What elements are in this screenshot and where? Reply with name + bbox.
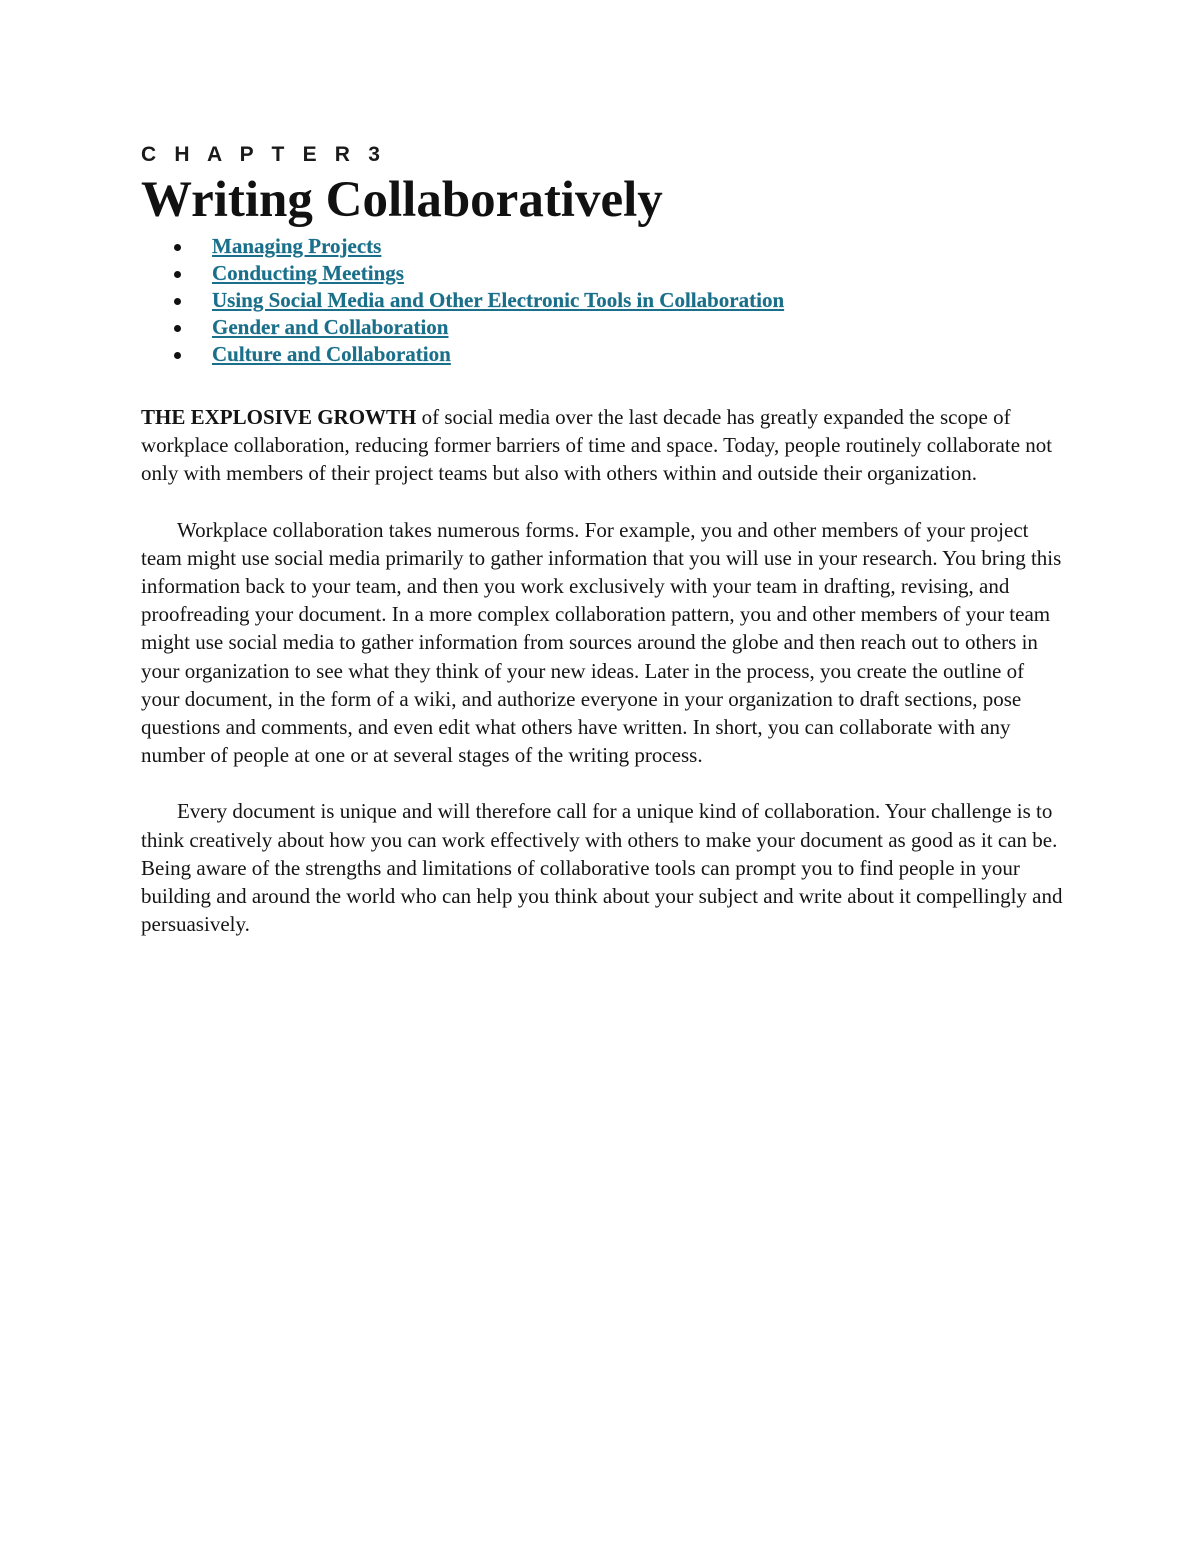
toc-item-culture-collaboration [141, 341, 1066, 368]
toc-link-social-media-tools[interactable]: Using Social Media and Other Electronic Tools in Collaboration [212, 288, 785, 312]
paragraph-intro-text: of social media over the last decade has greatly expanded the scope of workplace collaboration, reducing former barriers of time and space. Today, people routinely collaborate not only with members of their project teams but also with others within and outside their organization. [141, 405, 1053, 486]
chapter-label: C H A P T E R 3 [141, 143, 387, 166]
bullet-icon [174, 298, 181, 305]
bullet-icon [174, 325, 181, 332]
toc-item-social-media-tools [141, 287, 1066, 314]
bullet-icon [174, 271, 181, 278]
toc-link-conducting-meetings[interactable]: Conducting Meetings [212, 261, 404, 285]
bullet-icon [174, 352, 181, 359]
toc-item-conducting-meetings [141, 260, 1066, 287]
bullet-icon [174, 244, 181, 251]
body-paragraph-unique: Every document is unique and will therefore call for a unique kind of collaboration. Your challenge is to think creatively about how you can work effectively with others to make your document as good as it can be. Being aware of the strengths and limitations of collaborative tools can prompt you to find people in your building and around the world who can help you think about your subject and write about it compellingly and persuasively. [141, 799, 1063, 937]
body-paragraph-forms: Workplace collaboration takes numerous forms. For example, you and other members of your project team might use social media primarily to gather information that you will use in your research. You bring this information back to your team, and then you work exclusively with your team in drafting, revising, and proofreading your document. In a more complex collaboration pattern, you and other members of your team might use social media to gather information from sources around the globe and then reach out to others in your organization to see what they think of your new ideas. Later in the process, you create the outline of your document, in the form of a wiki, and authorize everyone in your organization to draft sections, pose questions and comments, and even edit what others have written. In short, you can collaborate with any number of people at one or at several stages of the writing process. [141, 517, 1062, 768]
paragraph-lead-in: THE EXPLOSIVE GROWTH [141, 405, 417, 429]
toc-link-gender-collaboration[interactable]: Gender and Collaboration [212, 315, 449, 339]
page-content [141, 140, 1066, 938]
toc-item-managing-projects [141, 233, 1066, 260]
chapter-title: Writing Collaboratively [141, 172, 663, 228]
chapter-toc [141, 233, 1066, 368]
body-paragraph-intro [141, 403, 1066, 488]
toc-link-culture-collaboration[interactable]: Culture and Collaboration [212, 342, 451, 366]
toc-item-gender-collaboration [141, 314, 1066, 341]
toc-link-managing-projects[interactable]: Managing Projects [212, 234, 382, 258]
